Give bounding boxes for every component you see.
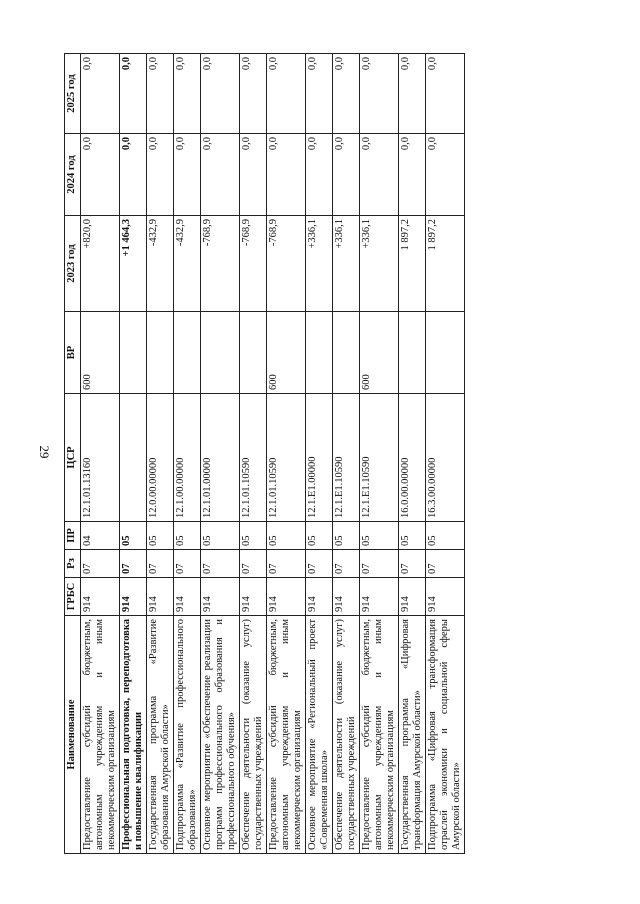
table-header-row: [65, 54, 81, 854]
cell-pr: 04: [81, 522, 120, 550]
cell-csr: 12.0.00.00000: [147, 394, 174, 522]
cell-2024: 0,0: [399, 134, 426, 216]
cell-name: Предоставление субсидий бюджетным, автономным учреждениям и иным некоммерческим организациям: [267, 616, 306, 854]
cell-vr: [147, 312, 174, 394]
cell-2025: 0,0: [267, 54, 306, 134]
cell-vr: [426, 312, 465, 394]
cell-name: Обеспечение деятельности (оказание услуг) государственных учреждений: [240, 616, 267, 854]
header-2025: 2025 год: [65, 54, 81, 134]
cell-csr: 12.1.01.10590: [240, 394, 267, 522]
cell-rz: 07: [147, 550, 174, 578]
header-vr: ВР: [65, 312, 81, 394]
cell-rz: 07: [426, 550, 465, 578]
cell-2025: 0,0: [120, 54, 147, 134]
cell-pr: 05: [333, 522, 360, 550]
cell-2023: +1 464,3: [120, 216, 147, 312]
cell-2023: -768,9: [267, 216, 306, 312]
cell-2025: 0,0: [201, 54, 240, 134]
header-grbs: ГРБС: [65, 578, 81, 616]
cell-rz: 07: [240, 550, 267, 578]
header-rz: Рз: [65, 550, 81, 578]
cell-rz: 07: [120, 550, 147, 578]
cell-name: Предоставление субсидий бюджетным, автономным учреждениям и иным некоммерческим организациям: [81, 616, 120, 854]
cell-grbs: 914: [174, 578, 201, 616]
table-row: [120, 54, 147, 854]
cell-2025: 0,0: [81, 54, 120, 134]
cell-grbs: 914: [240, 578, 267, 616]
cell-csr: 12.1.01.13160: [81, 394, 120, 522]
cell-name: Государственная программа «Развитие образования Амурской области»: [147, 616, 174, 854]
cell-pr: 05: [120, 522, 147, 550]
cell-csr: 16.3.00.00000: [426, 394, 465, 522]
cell-name: Подпрограмма «Развитие профессионального образования»: [174, 616, 201, 854]
cell-pr: 05: [399, 522, 426, 550]
cell-vr: [399, 312, 426, 394]
cell-2024: 0,0: [147, 134, 174, 216]
cell-2024: 0,0: [240, 134, 267, 216]
cell-name: Основное мероприятие «Региональный проект «Современная школа»: [306, 616, 333, 854]
cell-2024: 0,0: [426, 134, 465, 216]
cell-2025: 0,0: [426, 54, 465, 134]
cell-csr: 12.1.01.00000: [201, 394, 240, 522]
cell-2024: 0,0: [120, 134, 147, 216]
cell-pr: 05: [267, 522, 306, 550]
cell-2025: 0,0: [360, 54, 399, 134]
table-row: [306, 54, 333, 854]
cell-2024: 0,0: [174, 134, 201, 216]
cell-2024: 0,0: [333, 134, 360, 216]
cell-2025: 0,0: [306, 54, 333, 134]
cell-2023: -768,9: [240, 216, 267, 312]
budget-table-container: [64, 54, 576, 854]
cell-name: Предоставление субсидий бюджетным, автономным учреждениям и иным некоммерческим организациям: [360, 616, 399, 854]
cell-rz: 07: [267, 550, 306, 578]
cell-name: Профессиональная подготовка, переподготовка и повышение квалификации: [120, 616, 147, 854]
cell-2025: 0,0: [147, 54, 174, 134]
cell-rz: 07: [201, 550, 240, 578]
cell-grbs: 914: [399, 578, 426, 616]
cell-grbs: 914: [81, 578, 120, 616]
cell-vr: 600: [81, 312, 120, 394]
cell-2023: -768,9: [201, 216, 240, 312]
header-2023: 2023 год: [65, 216, 81, 312]
cell-pr: 05: [426, 522, 465, 550]
cell-2025: 0,0: [399, 54, 426, 134]
cell-grbs: 914: [120, 578, 147, 616]
cell-csr: 12.1.E1.10590: [360, 394, 399, 522]
cell-2023: 1 897,2: [399, 216, 426, 312]
header-2024: 2024 год: [65, 134, 81, 216]
table-row: [174, 54, 201, 854]
cell-csr: 12.1.E1.00000: [306, 394, 333, 522]
cell-vr: [201, 312, 240, 394]
table-row: [267, 54, 306, 854]
cell-2023: -432,9: [147, 216, 174, 312]
cell-pr: 05: [360, 522, 399, 550]
cell-2025: 0,0: [333, 54, 360, 134]
cell-2023: -432,9: [174, 216, 201, 312]
cell-csr: 12.1.00.00000: [174, 394, 201, 522]
cell-2023: 1 897,2: [426, 216, 465, 312]
cell-name: Государственная программа «Цифровая трансформация Амурской области»: [399, 616, 426, 854]
table-row: [81, 54, 120, 854]
header-csr: ЦСР: [65, 394, 81, 522]
cell-csr: 12.1.E1.10590: [333, 394, 360, 522]
cell-grbs: 914: [306, 578, 333, 616]
cell-vr: [306, 312, 333, 394]
cell-pr: 05: [201, 522, 240, 550]
cell-2025: 0,0: [174, 54, 201, 134]
cell-name: Основное мероприятие «Обеспечение реализации программ профессионального образования и профессионального обучения»: [201, 616, 240, 854]
cell-2024: 0,0: [267, 134, 306, 216]
header-name: Наименование: [65, 616, 81, 854]
cell-csr: [120, 394, 147, 522]
cell-pr: 05: [306, 522, 333, 550]
cell-2024: 0,0: [360, 134, 399, 216]
cell-2025: 0,0: [240, 54, 267, 134]
cell-rz: 07: [360, 550, 399, 578]
cell-vr: [120, 312, 147, 394]
cell-name: Обеспечение деятельности (оказание услуг) государственных учреждений: [333, 616, 360, 854]
cell-2023: +336,1: [360, 216, 399, 312]
cell-grbs: 914: [426, 578, 465, 616]
cell-rz: 07: [306, 550, 333, 578]
table-row: [240, 54, 267, 854]
header-pr: ПР: [65, 522, 81, 550]
cell-csr: 12.1.01.10590: [267, 394, 306, 522]
cell-grbs: 914: [147, 578, 174, 616]
cell-rz: 07: [399, 550, 426, 578]
cell-grbs: 914: [201, 578, 240, 616]
cell-2023: +336,1: [333, 216, 360, 312]
table-row: [399, 54, 426, 854]
cell-pr: 05: [240, 522, 267, 550]
cell-grbs: 914: [333, 578, 360, 616]
cell-rz: 07: [81, 550, 120, 578]
table-row: [333, 54, 360, 854]
cell-2024: 0,0: [201, 134, 240, 216]
cell-name: Подпрограмма «Цифровая трансформация отраслей экономики и социальной сферы Амурской области»: [426, 616, 465, 854]
cell-rz: 07: [333, 550, 360, 578]
cell-2024: 0,0: [81, 134, 120, 216]
cell-grbs: 914: [360, 578, 399, 616]
cell-vr: 600: [267, 312, 306, 394]
cell-vr: 600: [360, 312, 399, 394]
cell-vr: [174, 312, 201, 394]
cell-pr: 05: [147, 522, 174, 550]
cell-csr: 16.0.00.00000: [399, 394, 426, 522]
table-row: [201, 54, 240, 854]
cell-grbs: 914: [267, 578, 306, 616]
table-row: [426, 54, 465, 854]
page-number: 29: [37, 445, 52, 459]
cell-2023: +336,1: [306, 216, 333, 312]
cell-2023: +820,0: [81, 216, 120, 312]
table-row: [147, 54, 174, 854]
table-body: [81, 54, 465, 854]
cell-pr: 05: [174, 522, 201, 550]
cell-vr: [333, 312, 360, 394]
cell-2024: 0,0: [306, 134, 333, 216]
budget-table: [64, 53, 465, 854]
cell-rz: 07: [174, 550, 201, 578]
table-row: [360, 54, 399, 854]
cell-vr: [240, 312, 267, 394]
